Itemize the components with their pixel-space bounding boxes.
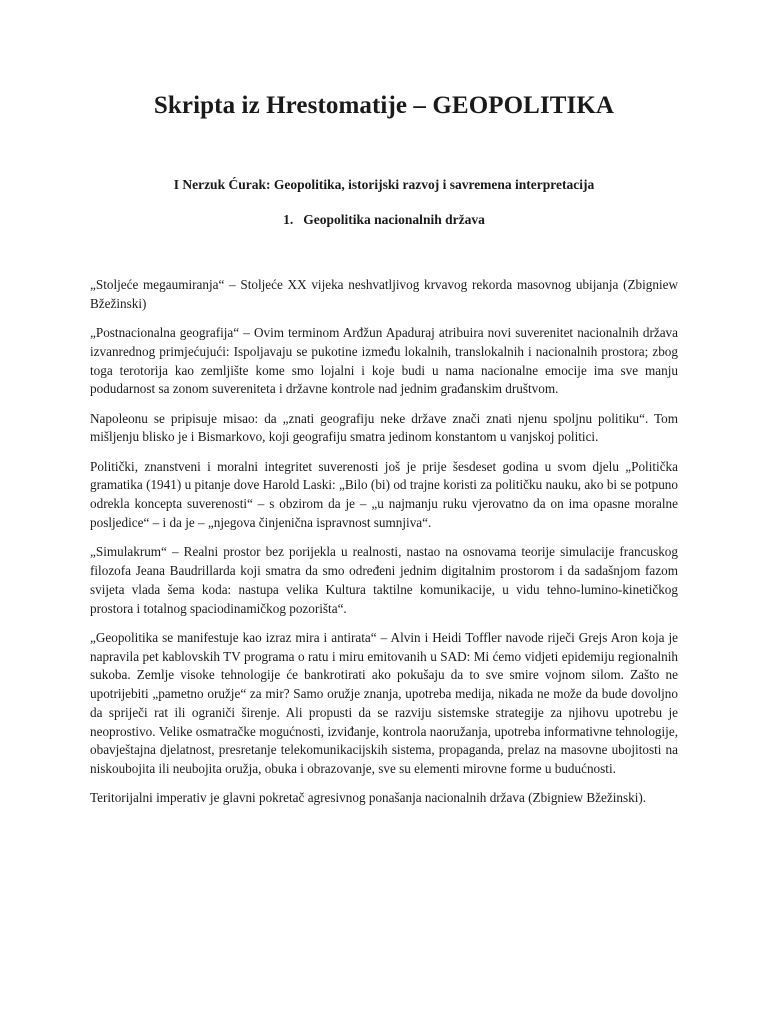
body-text — [90, 276, 678, 819]
document-subtitle: I Nerzuk Ćurak: Geopolitika, istorijski razvoj i savremena interpretacija — [173, 177, 595, 192]
paragraph: „Stoljeće megaumiranja“ – Stoljeće XX vijeka neshvatljivog krvavog rekorda masovnog ubijanja (Zbigniew Bžežinski) — [90, 277, 678, 311]
document-title: Skripta iz Hrestomatije – GEOPOLITIKA — [153, 92, 615, 119]
paragraph: „Simulakrum“ – Realni prostor bez porijekla u realnosti, nastao na osnovama teorije simulacije francuskog filozofa Jeana Baudrillarda koji smatra da smo određeni jednim digitalnim prostorom i da sadašnjom fazom svijeta vlada šema koda: nastupa velika Kultura taktilne komunikacije, u vidu tehno-lumino-kinetičkog prostora i totalnog spaciodinamičkog pozorišta“. — [90, 544, 678, 616]
paragraph: Teritorijalni imperativ je glavni pokretač agresivnog ponašanja nacionalnih država (Zbigniew Bžežinski). — [90, 790, 647, 806]
section-number: 1. — [283, 212, 294, 227]
section-title: Geopolitika nacionalnih država — [303, 212, 485, 227]
paragraph: „Geopolitika se manifestuje kao izraz mira i antirata“ – Alvin i Heidi Toffler navode riječi Grejs Aron koja je napravila pet kablovskih TV programa o ratu i miru emitovanih u SAD: Mi ćemo vidjeti epidemiju regionalnih sukoba. Zemlje visoke tehnologije će bankrotirati ako pokušaju da to sve smire vojnom silom. Zašto ne upotrijebiti „pametno oružje“ za mir? Samo oružje znanja, upotreba medija, nikada ne može da bude dovoljno da spriječi rat ili ograniči širenje. Ali propusti da se razviju sistemske strategije za njihovu upotrebu je neoprostivo. Velike osmatračke mogućnosti, izviđanje, kontrola naoružanja, upotreba informativne tehnologije, obavještajna djelatnost, presretanje telekomunikacijskih sistema, propaganda, prelaz na masovne ubojitosti na niskoubojita ili neubojita oružja, obuka i obrazovanje, sve su elementi mirovne forme u budućnosti. — [90, 629, 678, 777]
section-heading — [0, 212, 768, 228]
paragraph: Politički, znanstveni i moralni integritet suverenosti još je prije šesdeset godina u svom djelu „Politička gramatika (1941) u pitanje dove Harold Laski: „Bilo (bi) od trajne koristi za političku nauku, ako bi se potpuno odrekla koncepta suverenosti“ – s obzirom da je – „u najmanju ruku vjerovatno da on ima opasne moralne posljedice“ – i da je – „njegova činjenična ispravnost sumnjiva“. — [90, 458, 678, 530]
paragraph: „Postnacionalna geografija“ – Ovim terminom Arđžun Apaduraj atribuira novi suverenitet nacionalnih država izvanrednog primjećujući: Ispoljavaju se pukotine između lokalnih, translokalnih i nacionalnih prostora; zbog toga terotorija kao zemljište kome smo lojalni i koje budi u nama nacionalne emocije ima sve manju podudarnost sa zonom suvereniteta i državne kontrole nad jednim građanskim društvom. — [90, 324, 678, 397]
paragraph: Napoleonu se pripisuje misao: da „znati geografiju neke države znači znati njenu spoljnu politiku“. Tom mišljenju blisko je i Bismarkovo, koji geografiju smatra jedinom konstantom u vanjskoj politici. — [90, 410, 678, 445]
